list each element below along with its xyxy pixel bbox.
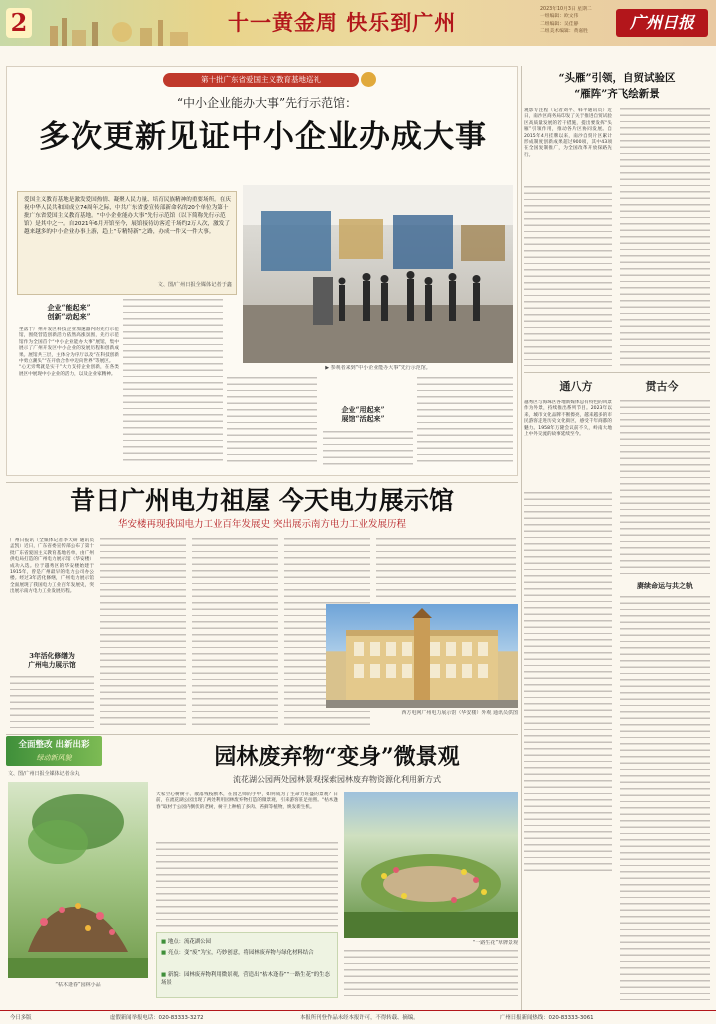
header-date: 2023年10月3日 星期二 [540,7,592,12]
series-banner: 第十批广东省爱国主义教育基地巡礼 [163,73,359,87]
right-top-headline: “头雁”引领，自贸试验区 “雁阵”齐飞绘新景 [558,72,676,100]
page-number: 2 [10,8,28,37]
header-checker: 二组美术编辑：黄嘉胜 [540,29,588,35]
bottom-article-body: 大家空心树树干、散落残枝断木，在园艺师的手中，如何成为了生命力旺盛的景观？日前，在流花湖公园出现了两处利用园林废弃物打造的微景观，引来游客驻足拍照。“枯木逢春”取材于公园内倒伏的老树，树干上种植了多肉、苔藓等植物，焕发新生机。 [156,792,338,810]
bottom-article-headline: 园林废弃物“变身”微景观 [214,744,460,770]
banner-seal-icon [361,72,376,87]
flower-bed-icon [344,792,518,938]
top-article-col4-lines [323,431,413,465]
right-mid-heads [524,378,710,396]
right-mid-col2-lines [620,400,710,576]
header-meta [540,6,610,42]
column-tag: 全面整改 出新出彩 [18,740,90,750]
top-article-kicker: “中小企业能办大事”先行示范馆： [176,96,358,110]
legend-new-look-text: 新貌：园林废弃物利用微景观，营造出“枯木逢春”“一路生花”的生态场景 [161,972,330,986]
column-sub-tag: 绿动新风貌 [36,754,72,762]
footer-page-label: 今日多版 [10,1015,32,1021]
bottom-right-lines [344,950,518,1000]
right-mid-col2b-lines [620,596,710,1000]
right-mid-col1-lines [524,492,612,872]
right-top-article [524,66,710,370]
bottom-article-top-rule [6,734,518,735]
column-tag-box [6,736,102,766]
lead-box [17,191,237,295]
top-article [6,66,518,476]
mid-col1b-lines [10,676,94,728]
info-legend-box [156,932,338,998]
legend-bullet-icon: ■ [161,972,168,978]
flower-path-caption: “一路生花”草牌景观 [472,940,518,946]
footer-contact: 虚假新闻举报电话：020-83333-3272 [110,1015,204,1021]
mid-article-headline: 昔日广州电力祖屋 今天电力展示馆 [70,486,454,515]
top-article-col2-lines [123,299,223,465]
legend-bullet-icon: ■ [161,950,168,956]
top-article-col3-lines [227,377,317,465]
bottom-article-byline: 文、图/广州日报全媒体记者余丸 [8,771,80,777]
mid-article-body-col1: 广州日报讯（全媒体记者李天研 通讯员孟凯）近日，广东省委宣传部公布了第十批广东省爱国主义教育基地名单，由广州供电局打造的广州电力展示馆（华安楼）成功入选。位于越秀区的华安楼始建于1915年，曾是广州最早的电力公司办公楼。经过3年活化修缮，广州电力展示馆全面展现了我国电力工业百年发展史，突出展示南方电力工业发展历程。 [10,538,94,595]
top-section-head-2: 企业“用起来” 展馆“活起来” [341,405,385,423]
footer-note: 本报所刊登作品未经本报许可，不得转载、摘编。 [300,1015,419,1021]
newspaper-logo-text: 广州日报 [629,13,694,32]
right-top-divider [524,372,710,373]
top-article-body-col1: 坐落于广州开发区科技企业加速器内的先行示范馆，围绕营造创新活力依然高涨氛围，先行示范馆作为全国首个“中小企业能办大事”展馆，集中展示了广州开发区中小企业的发展历程和创新成果。展馆共三层，主体分为序厅以及“在科技创新中勇立潮头”“在开放合作中迈向世界”等展区。 “心无旁骛就是实干”大力支持企业创新，在各类展区中展现中小企业的活力，以及企业家精神。 [19,327,119,377]
huaan-building-photo [326,604,518,708]
building-icon [326,604,518,708]
header-skyline-decoration [40,14,210,46]
exhibition-hall-photo-caption: ▶ 参观者来到“中小企业能办大事”先行示范馆。 [325,365,431,371]
plant-display-icon [8,782,148,978]
right-top-col2-lines [620,108,710,366]
column-divider [521,66,522,1010]
top-section-head-1: 企业“能起来” 创新“动起来” [47,303,91,321]
top-article-col5-lines [417,377,513,465]
legend-bullet-icon: ■ [161,939,168,945]
legend-location [161,937,335,947]
mid-article-subhead: 华安楼再现我国电力工业百年发展史 突出展示南方电力工业发展历程 [117,519,407,530]
top-article-headline: 多次更新见证中小企业办成大事 [39,119,487,155]
mid-col5-lines [376,538,516,602]
top-article-byline: 文、图/广州日报全媒体记者于鑫 [157,282,232,288]
footer-hotline: 广州日报新闻热线：020-83333-3061 [500,1015,594,1021]
right-mid-subhead-2: 赓续命运与共之轨 [637,581,693,590]
mid-article [6,484,518,730]
skyline-icon [40,14,210,46]
mid-article-top-rule [6,482,518,483]
huaan-building-caption: 西方电网广州电力展示馆（华安楼）外观 通讯员供图 [401,710,518,716]
bottom-article-subhead: 流花湖公园两处园林景观探索园林废弃物资源化利用新方式 [233,775,441,784]
hall-scene-icon [243,185,513,363]
page-number-badge [6,8,32,38]
exhibition-hall-photo [243,185,513,363]
right-mid-article [524,376,710,1014]
header-designer: 二组编辑：吴佳静 [540,21,579,27]
bottom-body-lines [156,842,338,928]
newspaper-logo [616,9,708,37]
mid-col3-lines [192,538,278,728]
page-header [0,0,716,46]
flower-path-photo [344,792,518,938]
mid-section-head: 3年活化修缮为 广州电力展示馆 [28,652,76,669]
right-top-body-col1: 观影专注程（记者刘平、韩平通讯员）近日，南沙区商务局印发了关于推进自贸试验区高质量发展的若干措施，提出要发挥“头雁”引领作用，推动各片区协同发展。自2015年4月挂牌以来，南沙自贸片区累计形成制度创新成果超过900项，其中43项在全国复制推广，为全国改革开放探路先行。 [524,108,612,158]
withered-tree-photo [8,782,148,978]
legend-new-look [161,971,335,995]
page-theme-title: 十一黄金周 快乐到广州 [228,10,457,35]
header-editor: 一组编辑：欧文伟 [540,14,579,20]
bottom-article [6,736,518,1004]
lead-text: 爱国主义教育基地是激发爱国热情、凝聚人民力量、培育民族精神的重要场所。在庆祝中华人民共和国成立74周年之际，中共广东省委宣传部新命名的20个单位为第十批广东省爱国主义教育基地。“中小企业能办大事”先行示范馆（以下简称先行示范馆）是其中之一。自2021年6月开馆至今，展馆接待访客近千场约2万人次，激发了越来越多的中小企业办事上游，趋上“专精特新”之路，办成一件又一件大事。 [24,197,231,236]
right-mid-head-1: 通八方 [559,380,593,393]
withered-tree-caption: “枯木逢春”园林小品 [55,982,101,988]
right-mid-head-2: 贯古今 [645,380,679,393]
page-footer [0,1010,716,1024]
right-top-col1-lines [524,186,612,366]
right-mid-body-col1: 越秀区与海珠区各地新媒体总有特色的风景作为外景，持续推出系列节目。2023年以来，城市文化品牌不断擦亮，越来越多的市民游客走进历史文化街区，感受千年商都的魅力。1958年万隆会议前不久，岭南大地上中外交流的故事延续至今。 [524,400,612,438]
legend-highlight-text: 亮点：变“废”为宝，巧妙创意，将园林废弃物与绿化材料结合 [167,950,314,956]
legend-highlight [161,949,335,969]
mid-col2-lines [100,538,186,728]
legend-location-text: 地点：流花湖公园 [167,939,211,945]
